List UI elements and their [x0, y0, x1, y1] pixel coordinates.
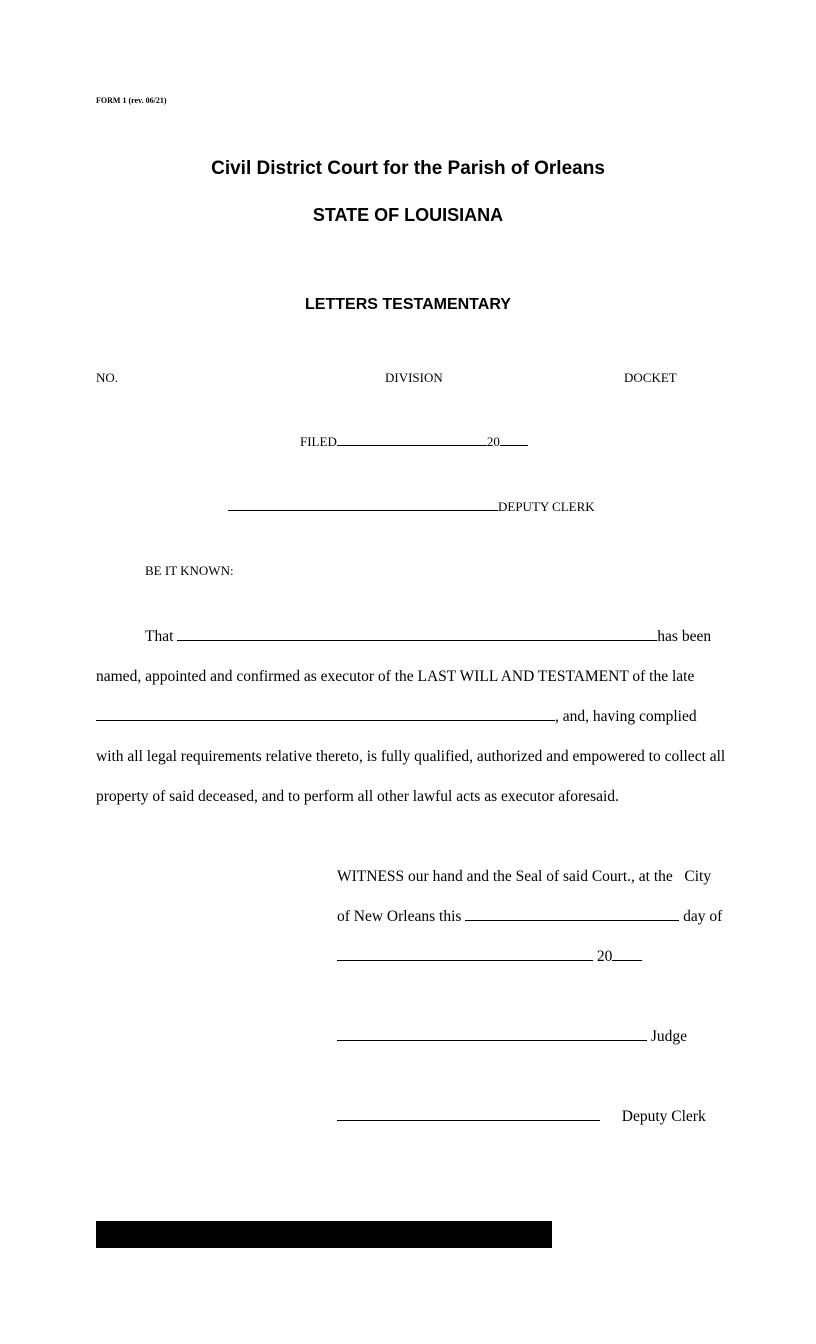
deputy-clerk-label: DEPUTY CLERK [498, 499, 595, 514]
filed-year-prefix: 20 [486, 434, 500, 449]
deceased-name-blank[interactable] [96, 720, 555, 721]
case-number-label: NO. [96, 370, 119, 385]
deputy-clerk-signature-blank[interactable] [228, 510, 498, 511]
deputy-clerk-signature-label: Deputy Clerk [621, 1108, 706, 1125]
state-title: STATE OF LOUISIANA [312, 205, 504, 225]
witness-line-1: WITNESS our hand and the Seal of said Court., at the City [337, 868, 712, 885]
body-line-5: property of said deceased, and to perform all other lawful acts as executor aforesaid. [96, 788, 619, 805]
body-line-3-suffix: , and, having complied [555, 708, 697, 725]
witness-line-2-prefix: of New Orleans this [337, 908, 462, 925]
executor-name-blank[interactable] [177, 640, 657, 641]
filed-year-blank[interactable] [500, 445, 528, 446]
form-id: FORM 1 (rev. 06/21) [96, 96, 167, 105]
deputy-clerk-signature-row [337, 1108, 706, 1126]
witness-line-2 [337, 908, 722, 926]
judge-label: Judge [650, 1028, 688, 1045]
witness-year-prefix: 20 [596, 948, 613, 965]
document-title: LETTERS TESTAMENTARY [305, 296, 511, 313]
division-label: DIVISION [385, 370, 443, 385]
witness-day-blank[interactable] [465, 920, 679, 921]
redaction-bar [96, 1221, 552, 1248]
filed-row [300, 434, 528, 450]
body-line-4: with all legal requirements relative thereto, is fully qualified, authorized and empowered to collect all [96, 748, 726, 765]
witness-line-3 [337, 948, 642, 966]
witness-year-blank[interactable] [612, 960, 642, 961]
court-name: Civil District Court for the Parish of Orleans [211, 158, 605, 179]
docket-label: DOCKET [624, 370, 677, 385]
filed-label: FILED [300, 434, 337, 449]
witness-month-blank[interactable] [337, 960, 593, 961]
deputy-clerk-row [228, 499, 595, 515]
judge-signature-blank[interactable] [337, 1040, 647, 1041]
body-line-2: named, appointed and confirmed as executor of the LAST WILL AND TESTAMENT of the late [96, 668, 695, 685]
that-word: That [145, 628, 174, 645]
body-line-3 [96, 708, 697, 726]
judge-signature-row [337, 1028, 687, 1046]
body-line-1 [145, 628, 711, 646]
deputy-clerk-signature-line[interactable] [337, 1120, 600, 1121]
witness-line-2-suffix: day of [683, 908, 723, 925]
has-been-text: has been [657, 628, 712, 645]
be-it-known: BE IT KNOWN: [145, 563, 234, 578]
filed-date-blank[interactable] [337, 445, 487, 446]
